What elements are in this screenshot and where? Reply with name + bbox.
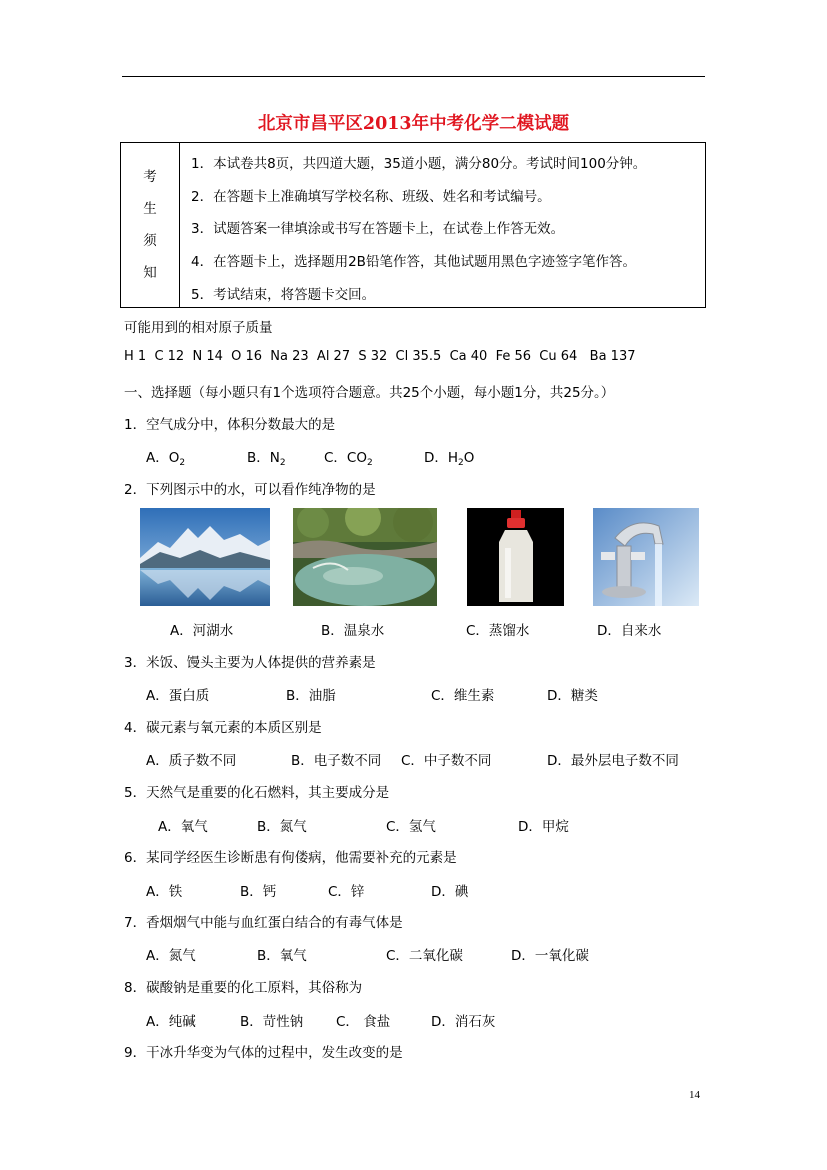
option: B．$N_2$ bbox=[247, 450, 286, 468]
question-stem: 6．某同学经医生诊断患有佝偻病，他需要补充的元素是 bbox=[124, 850, 457, 866]
page-title: 北京市昌平区2013年中考化学二模试题 bbox=[257, 114, 570, 134]
question-stem: 5．天然气是重要的化石燃料，其主要成分是 bbox=[124, 785, 390, 801]
notice-item: 2．在答题卡上准确填写学校名称、班级、姓名和考试编号。 bbox=[191, 189, 551, 205]
option: B．氮气 bbox=[257, 819, 307, 835]
option: D．一氧化碳 bbox=[511, 948, 589, 964]
question-stem: 3．米饭、馒头主要为人体提供的营养素是 bbox=[124, 655, 376, 671]
option: B．氧气 bbox=[257, 948, 307, 964]
question-stem: 1．空气成分中，体积分数最大的是 bbox=[124, 417, 336, 433]
option: D．甲烷 bbox=[518, 819, 569, 835]
option: C． 食盐 bbox=[336, 1014, 391, 1030]
distilled-water-bottle-image bbox=[467, 508, 564, 606]
option: B．温泉水 bbox=[321, 623, 385, 639]
notice-divider bbox=[179, 143, 180, 307]
section-heading: 一、选择题（每小题只有1个选项符合题意。共25个小题，每小题1分，共25分。） bbox=[124, 385, 615, 401]
option: A．氧气 bbox=[158, 819, 208, 835]
option: D．自来水 bbox=[597, 623, 662, 639]
notice-item: 5．考试结束，将答题卡交回。 bbox=[191, 287, 376, 303]
option: D．碘 bbox=[431, 884, 469, 900]
option: D．$H_2O$ bbox=[424, 450, 475, 468]
header-rule bbox=[122, 76, 705, 77]
option: D．最外层电子数不同 bbox=[547, 753, 679, 769]
notice-item: 3．试题答案一律填涂或书写在答题卡上，在试卷上作答无效。 bbox=[191, 221, 565, 237]
option: A．铁 bbox=[146, 884, 183, 900]
page-number: 14 bbox=[689, 1089, 700, 1101]
option: C．氢气 bbox=[386, 819, 436, 835]
option: B．油脂 bbox=[286, 688, 336, 704]
notice-item: 4．在答题卡上，选择题用2B铅笔作答，其他试题用黑色字迹签字笔作答。 bbox=[191, 254, 636, 270]
option: A．纯碱 bbox=[146, 1014, 196, 1030]
notice-heading-char: 生 bbox=[143, 201, 157, 217]
option: C．中子数不同 bbox=[401, 753, 492, 769]
question-stem: 9．干冰升华变为气体的过程中，发生改变的是 bbox=[124, 1045, 403, 1061]
notice-heading-char: 知 bbox=[143, 265, 157, 281]
option: D．消石灰 bbox=[431, 1014, 496, 1030]
lake-mountain-image bbox=[140, 508, 270, 606]
question-stem: 8．碳酸钠是重要的化工原料，其俗称为 bbox=[124, 980, 363, 996]
option: A．蛋白质 bbox=[146, 688, 210, 704]
atomic-mass-label: 可能用到的相对原子质量 bbox=[124, 320, 273, 336]
option: A．$O_2$ bbox=[146, 450, 186, 468]
exam-notice-box bbox=[120, 142, 706, 308]
option: C．蒸馏水 bbox=[466, 623, 530, 639]
option: C．$CO_2$ bbox=[324, 450, 373, 468]
question-stem: 4．碳元素与氧元素的本质区别是 bbox=[124, 720, 322, 736]
option: C．二氧化碳 bbox=[386, 948, 463, 964]
option: B．电子数不同 bbox=[291, 753, 382, 769]
option: B．苛性钠 bbox=[240, 1014, 304, 1030]
option: A．质子数不同 bbox=[146, 753, 237, 769]
option: C．维生素 bbox=[431, 688, 495, 704]
option: A．河湖水 bbox=[170, 623, 234, 639]
tap-water-faucet-image bbox=[593, 508, 699, 606]
atomic-mass-list: H 1 C 12 N 14 O 16 Na 23 Al 27 S 32 Cl 35.5 Ca 40 Fe 56 Cu 64 Ba 137 bbox=[124, 349, 636, 364]
notice-heading-char: 须 bbox=[143, 233, 157, 249]
notice-heading-char: 考 bbox=[143, 169, 157, 185]
option: A．氮气 bbox=[146, 948, 196, 964]
option: D．糖类 bbox=[547, 688, 598, 704]
notice-heading bbox=[121, 161, 179, 289]
question-stem: 2．下列图示中的水，可以看作纯净物的是 bbox=[124, 482, 376, 498]
notice-item: 1．本试卷共8页，共四道大题，35道小题，满分80分。考试时间100分钟。 bbox=[191, 156, 647, 172]
question-stem: 7．香烟烟气中能与血红蛋白结合的有毒气体是 bbox=[124, 915, 403, 931]
hot-spring-image bbox=[293, 508, 437, 606]
option: B．钙 bbox=[240, 884, 277, 900]
option: C．锌 bbox=[328, 884, 365, 900]
